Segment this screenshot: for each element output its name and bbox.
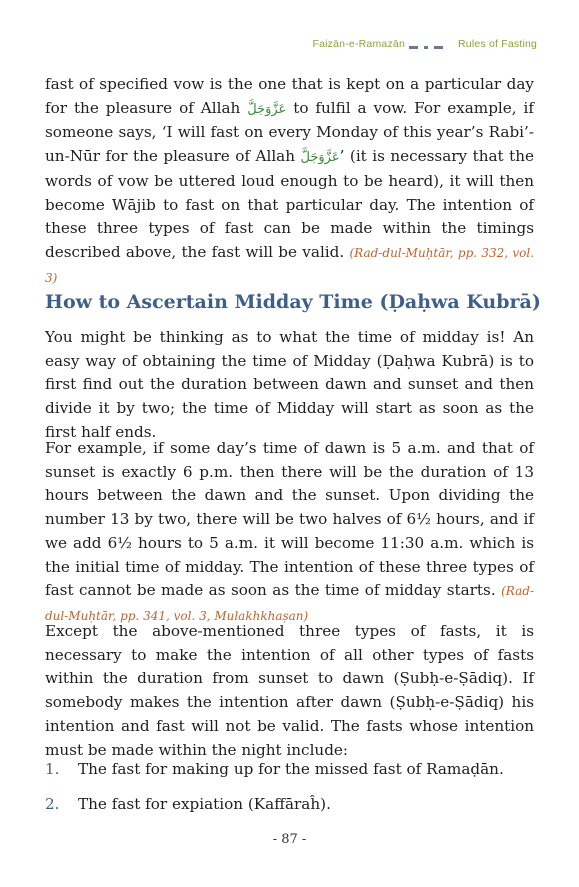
header-separator [409,46,418,49]
paragraph-midday-intro: You might be thinking as to what the time of midday is! An easy way of obtaining the time of Midday (Ḍaḥwa Kubrā) is to first find out the duration between dawn and sunset and then divide it by two; the time of Midday will start as soon as the first half ends. [45,328,534,441]
paragraph-vow-fast [45,73,534,290]
list-text: The fast for expiation (Kaffāraĥ). [78,795,331,813]
paragraph-text: ’ (it is necessary that the words of vow be uttered loud enough to be heard), it will then become Wājib to fast on that particular day. The intention of these three types of fast can be made within the timings described above, the fast will be valid. [45,147,534,261]
page-number: - 87 - [272,832,307,847]
paragraph-intention-rule: Except the above-mentioned three types of fasts, it is necessary to make the intention of all other types of fasts within the duration from sunset to dawn (Ṣubḥ-e-Ṣādiq). If somebody makes the intention after dawn (Ṣubḥ-e-Ṣādiq) his intention and fast will not be valid. The fasts whose intention must be made within the night include: [45,622,534,759]
list-number: 2. [45,795,60,813]
book-title: Faizān-e-Ramazān [312,38,405,50]
list-text: The fast for making up for the missed fast of Ramaḍān. [78,760,504,778]
arabic-honorific: عَزَّوَجَلَّ [300,150,340,166]
paragraph-text: fast of specified vow is the one that is kept on a particular day for the pleasure of Allah [45,75,534,117]
list-number: 1. [45,760,60,778]
arabic-honorific: عَزَّوَجَلَّ [247,101,287,117]
chapter-title: Rules of Fasting [458,38,538,50]
header-separator-dot [424,46,428,49]
header-separator [434,46,443,49]
section-heading: How to Ascertain Midday Time (Ḍaḥwa Kubrā) [45,291,541,313]
reference-citation: (Rad-dul-Muḥtār, pp. 332, vol. 3) [45,245,535,285]
paragraph-midday-example [45,437,534,629]
paragraph-text: to fulfil a vow. For example, if someone says, ‘I will fast on every Monday of this year’s Rabi’-un-Nūr for the pleasure of Allah [45,98,534,166]
paragraph-text: For example, if some day’s time of dawn is 5 a.m. and that of sunset is exactly 6 p.m. then there will be the duration of 13 hours between the dawn and the sunset. Upon dividing the number 13 by two, there will be two halves of 6½ hours, and if we add 6½ hours to 5 a.m. it will become 11:30 a.m. which is the initial time of midday. The intention of these three types of fast cannot be made as soon as the time of midday starts. [45,439,534,600]
reference-citation: (Rad-dul-Muḥtār, pp. 341, vol. 3, Mulakhkhaṣan) [45,584,534,623]
running-header [0,38,579,56]
